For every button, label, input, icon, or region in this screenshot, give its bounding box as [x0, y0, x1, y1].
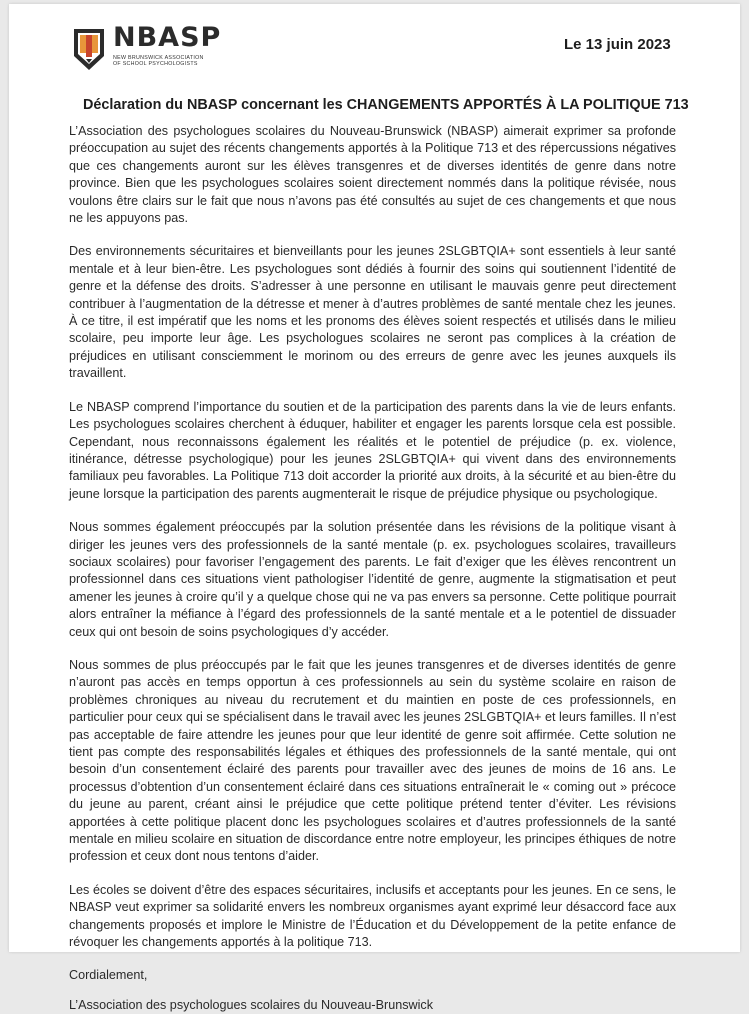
document-page [9, 4, 740, 1012]
pencil-logo-icon [71, 26, 107, 72]
nbasp-logo [71, 24, 221, 72]
signature-line: L’Association des psychologues scolaires du Nouveau-Brunswick [69, 997, 434, 1012]
closing-line: Cordialement, [69, 968, 148, 983]
logo-title: NBASP [113, 22, 222, 53]
document-date: Le 13 juin 2023 [564, 36, 671, 53]
logo-subtitle-line-2: OF SCHOOL PSYCHOLOGISTS [113, 61, 198, 68]
paragraph-6: Les écoles se doivent d’être des espaces sécuritaires, inclusifs et acceptants pour les jeunes. En ce sens, le NBASP veut exprimer sa solidarité envers les nombreux organismes ayant exprimé leur désaccord face aux changements proposés et implore le Ministre de l’Éducation et du Développement de la petite enfance de révoquer les changements apportés à la politique 713. [69, 882, 676, 950]
document-body [69, 123, 676, 1014]
paragraph-4: Nous sommes également préoccupés par la solution présentée dans les révisions de la politique visant à diriger les jeunes vers des professionnels de la santé mentale (p. ex. psychologues scolaires, travailleurs sociaux scolaires) pour favoriser l’engagement des parents. Le fait d’exiger que les élèves rencontrent un professionnel dans ces situations vient pathologiser l’identité de genre, augmente la stigmatisation et peut amener les jeunes à croire qu’il y a quelque chose qui ne va pas envers sa personne. Cette politique pourrait alors entraîner la méfiance à l’égard des professionnels de la santé mentale et a le potentiel de dissuader ceux qui ont besoin de soins psychologiques d’y accéder. [69, 520, 676, 639]
document-heading: Déclaration du NBASP concernant les CHANGEMENTS APPORTÉS À LA POLITIQUE 713 [83, 97, 689, 113]
paragraph-1: L’Association des psychologues scolaires du Nouveau-Brunswick (NBASP) aimerait exprimer sa profonde préoccupation au sujet des récents changements apportés à la Politique 713 et des répercussions négatives que ces changements auront sur les élèves transgenres et de diverses identités de genre dans notre province. Bien que les psychologues scolaires soient directement nommés dans la politique révisée, nous voulons être clairs sur le fait que nous n’avons pas été consultés au sujet de ces changements et que nous ne les appuyons pas. [69, 124, 676, 226]
paragraph-5: Nous sommes de plus préoccupés par le fait que les jeunes transgenres et de diverses identités de genre n’auront pas accès en temps opportun à ces professionnels au sein du système scolaire en raison de problèmes chroniques au niveau du recrutement et du maintien en poste de ces professionnels, en particulier pour ceux qui se spécialisent dans le travail avec les jeunes 2SLGBTQIA+ et leurs familles. Il n’est pas acceptable de faire attendre les jeunes pour que leur identité de genre soit affirmée. Cette solution ne tient pas compte des responsabilités légales et éthiques des professionnels de la santé mentale, qui ont besoin d’un consentement éclairé des parents pour travailler avec des jeunes de moins de 16 ans. Le processus d’obtention d’un consentement éclairé dans ces situations entraînerait le « coming out » précoce du jeune au parent, créant ainsi le préjudice que cette politique prétend tenter d’éviter. Les révisions apportées à cette politique placent donc les psychologues scolaires et d’autres professionnels de la santé mentale en milieu scolaire en situation de discordance entre notre employeur, les principes éthiques de notre profession et ceux dont nous tentons d’aider. [69, 657, 676, 864]
paragraph-3: Le NBASP comprend l’importance du soutien et de la participation des parents dans la vie de leurs enfants. Les psychologues scolaires cherchent à éduquer, habiliter et engager les parents lorsque cela est possible. Cependant, nous reconnaissons également les réalités et le potentiel de préjudice (p. ex. violence, itinérance, détresse psychologique) pour les jeunes 2SLGBTQIA+ qui vivent dans des environnements familiaux peu favorables. La Politique 713 doit accorder la priorité aux droits, à la sécurité et au bien-être du jeune lorsque la participation des parents augmenterait le risque de préjudice physique ou psychologique. [69, 399, 676, 501]
logo-subtitle-line-1: NEW BRUNSWICK ASSOCIATION [113, 55, 204, 61]
paragraph-2: Des environnements sécuritaires et bienveillants pour les jeunes 2SLGBTQIA+ sont essentiels à leur santé mentale et à leur bien-être. Les psychologues sont dédiés à fournir des soins qui soutiennent l’identité de genre et la défense des droits. S’adresser à une personne en utilisant le mauvais genre peut directement contribuer à l’augmentation de la détresse et mener à d’autres problèmes de santé mentale chez les jeunes. À ce titre, il est impératif que les noms et les pronoms des élèves soient respectés et utilisés dans le milieu scolaire, peu importe leur âge. Les psychologues scolaires ne seront pas complices à la création de préjudices en utilisant consciemment le morinom ou des erreurs de genre avec les jeunes auxquels ils travaillent. [69, 244, 676, 381]
